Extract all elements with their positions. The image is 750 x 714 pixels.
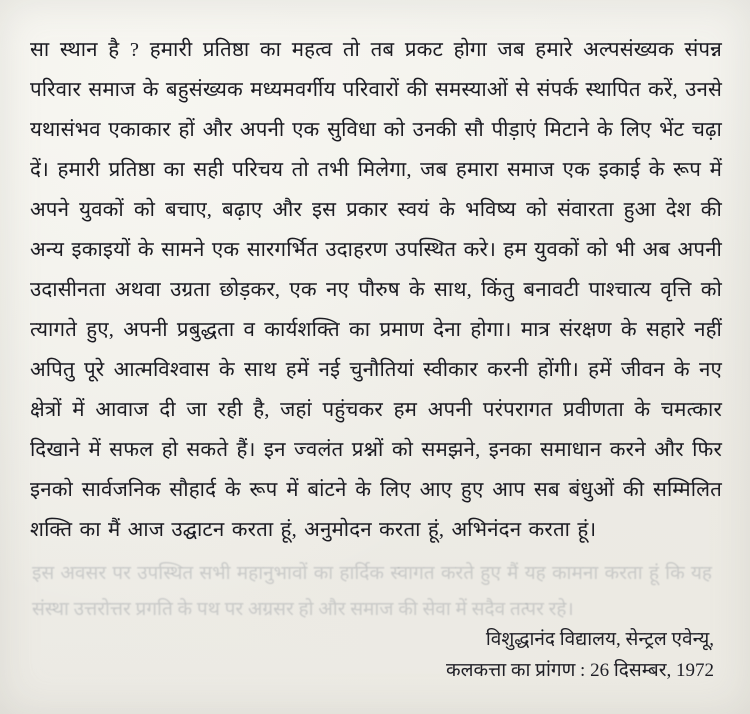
body-paragraph: सा स्थान है ? हमारी प्रतिष्ठा का महत्व तो तब प्रकट होगा जब हमारे अल्पसंख्यक संपन्न परिवार समाज के बहुसंख्यक मध्यमवर्गीय परिवारों की समस्याओं से संपर्क स्थापित करें, उनसे यथासंभव एकाकार हों और अपनी एक सुविधा को उनकी सौ पीड़ाएं मिटाने के लिए भेंट चढ़ा दें। हमारी प्रतिष्ठा का सही परिचय तो तभी मिलेगा, जब हमारा समाज एक इकाई के रूप में अपने युवकों को बचाए, बढ़ाए और इस प्रकार स्वयं के भविष्य को संवारता हुआ देश की अन्य इकाइयों के सामने एक सारगर्भित उदाहरण उपस्थित करे। हम युवकों को भी अब अपनी उदासीनता अथवा उग्रता छोड़कर, एक नए पौरुष के साथ, किंतु बनावटी पाश्चात्य वृत्ति को त्यागते हुए, अपनी प्रबुद्धता व कार्यशक्ति का प्रमाण देना होगा। मात्र संरक्षण के सहारे नहीं अपितु पूरे आत्मविश्वास के साथ हमें नई चुनौतियां स्वीकार करनी होंगी। हमें जीवन के नए क्षेत्रों में आवाज दी जा रही है, जहां पहुंचकर हम अपनी परंपरागत प्रवीणता के चमत्कार दिखाने में सफल हो सकते हैं। इन ज्वलंत प्रश्नों को समझने, इनका समाधान करने और फिर इनको सार्वजनिक सौहार्द के रूप में बांटने के लिए आए हुए आप सब बंधुओं की सम्मिलित शक्ति का मैं आज उद्घाटन करता हूं, अनुमोदन करता हूं, अभिनंदन करता हूं।: [30, 39, 722, 541]
colophon-venue: विशुद्धानंद विद्यालय, सेन्ट्रल एवेन्यू,: [485, 629, 714, 650]
bleed-through-text: इस अवसर पर उपस्थित सभी महानुभावों का हार्दिक स्वागत करते हुए मैं यह कामना करता हूं कि यह संस्था उत्तरोत्तर प्रगति के पथ पर अग्रसर हो और समाज की सेवा में सदैव तत्पर रहे।: [32, 563, 712, 620]
colophon-date: कलकत्ता का प्रांगण : 26 दिसम्बर, 1972: [446, 660, 714, 681]
colophon: [284, 624, 714, 686]
